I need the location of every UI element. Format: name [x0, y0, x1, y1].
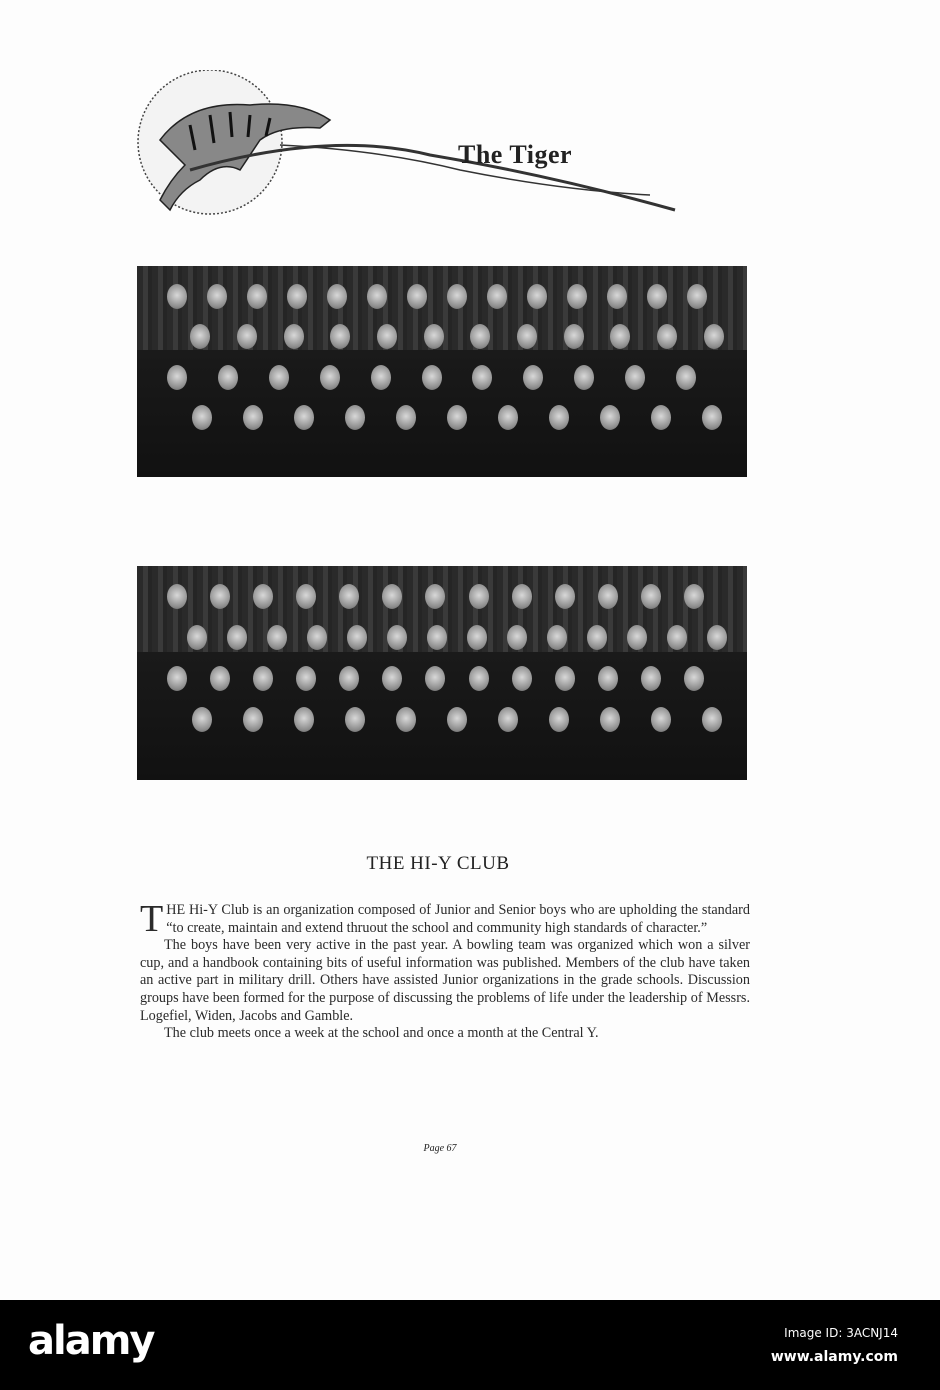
person-face	[253, 666, 273, 691]
person-face	[470, 324, 490, 349]
person-face	[707, 625, 727, 650]
person-face	[676, 365, 696, 390]
person-face	[327, 284, 347, 309]
person-face	[167, 365, 187, 390]
watermark-banner	[0, 1300, 940, 1390]
site-url: www.alamy.com	[770, 1349, 898, 1365]
publication-title: The Tiger	[458, 140, 573, 169]
person-face	[422, 365, 442, 390]
person-face	[651, 405, 671, 430]
group-photo-1	[137, 266, 747, 477]
person-face	[512, 666, 532, 691]
person-face	[498, 707, 518, 732]
person-face	[218, 365, 238, 390]
person-face	[702, 405, 722, 430]
page-number: Page 67	[423, 1143, 457, 1154]
person-face	[347, 625, 367, 650]
person-face	[598, 584, 618, 609]
person-face	[190, 324, 210, 349]
person-face	[396, 707, 416, 732]
person-face	[467, 625, 487, 650]
person-face	[320, 365, 340, 390]
person-face	[296, 584, 316, 609]
person-face	[287, 284, 307, 309]
paragraph-1	[140, 898, 750, 940]
person-face	[227, 625, 247, 650]
person-face	[284, 324, 304, 349]
person-face	[382, 584, 402, 609]
person-face	[269, 365, 289, 390]
person-face	[247, 284, 267, 309]
person-face	[667, 625, 687, 650]
person-face	[447, 284, 467, 309]
person-face	[425, 584, 445, 609]
person-face	[371, 365, 391, 390]
person-face	[607, 284, 627, 309]
person-face	[657, 324, 677, 349]
person-face	[687, 284, 707, 309]
paragraph-3: The club meets once a week at the school and once a month at the Central Y.	[164, 1025, 599, 1042]
person-face	[447, 707, 467, 732]
person-face	[472, 365, 492, 390]
person-face	[187, 625, 207, 650]
person-face	[523, 365, 543, 390]
person-face	[167, 584, 187, 609]
paragraph-1-text: HE Hi-Y Club is an organization composed of Junior and Senior boys who are upholding the standard “to create, maintain and extend thruout the school and community high standards of character.”	[166, 902, 750, 936]
article-title: THE HI-Y CLUB	[366, 853, 510, 874]
person-face	[627, 625, 647, 650]
article-body	[140, 898, 750, 1043]
person-face	[387, 625, 407, 650]
person-face	[517, 324, 537, 349]
person-face	[345, 405, 365, 430]
person-face	[587, 625, 607, 650]
person-face	[527, 284, 547, 309]
person-face	[367, 284, 387, 309]
person-face	[237, 324, 257, 349]
person-face	[339, 584, 359, 609]
person-face	[498, 405, 518, 430]
person-face	[167, 666, 187, 691]
person-face	[684, 666, 704, 691]
person-face	[702, 707, 722, 732]
person-face	[651, 707, 671, 732]
person-face	[567, 284, 587, 309]
person-face	[647, 284, 667, 309]
person-face	[512, 584, 532, 609]
person-face	[574, 365, 594, 390]
person-face	[307, 625, 327, 650]
person-face	[210, 666, 230, 691]
person-face	[641, 666, 661, 691]
person-face	[294, 405, 314, 430]
person-face	[625, 365, 645, 390]
person-face	[330, 324, 350, 349]
person-face	[564, 324, 584, 349]
person-face	[267, 625, 287, 650]
image-id: Image ID: 3ACNJ14	[784, 1326, 898, 1340]
person-face	[207, 284, 227, 309]
person-face	[610, 324, 630, 349]
alamy-logo: alamy	[28, 1318, 154, 1364]
person-face	[427, 625, 447, 650]
group-photo-2	[137, 566, 747, 780]
person-face	[507, 625, 527, 650]
person-face	[641, 584, 661, 609]
person-face	[549, 707, 569, 732]
person-face	[547, 625, 567, 650]
person-face	[487, 284, 507, 309]
person-face	[167, 284, 187, 309]
person-face	[253, 584, 273, 609]
person-face	[407, 284, 427, 309]
drop-cap: T	[140, 898, 164, 940]
person-face	[447, 405, 467, 430]
person-face	[469, 584, 489, 609]
person-face	[598, 666, 618, 691]
person-face	[704, 324, 724, 349]
person-face	[600, 707, 620, 732]
person-face	[424, 324, 444, 349]
paragraph-2: The boys have been very active in the past year. A bowling team was organized which won a silver cup, and a handbook containing bits of useful information was published. Members of the club have taken an active part in military drill. Others have assisted Junior organizations in the grade schools. Discussion groups have been formed for the purpose of discussing the problems of life under the leadership of Messrs. Logefiel, Widen, Jacobs and Gamble.	[140, 937, 750, 1024]
person-face	[555, 666, 575, 691]
person-face	[396, 405, 416, 430]
person-face	[469, 666, 489, 691]
person-face	[684, 584, 704, 609]
person-face	[600, 405, 620, 430]
person-face	[210, 584, 230, 609]
person-face	[377, 324, 397, 349]
person-face	[555, 584, 575, 609]
person-face	[549, 405, 569, 430]
tiger-illustration	[130, 70, 690, 220]
